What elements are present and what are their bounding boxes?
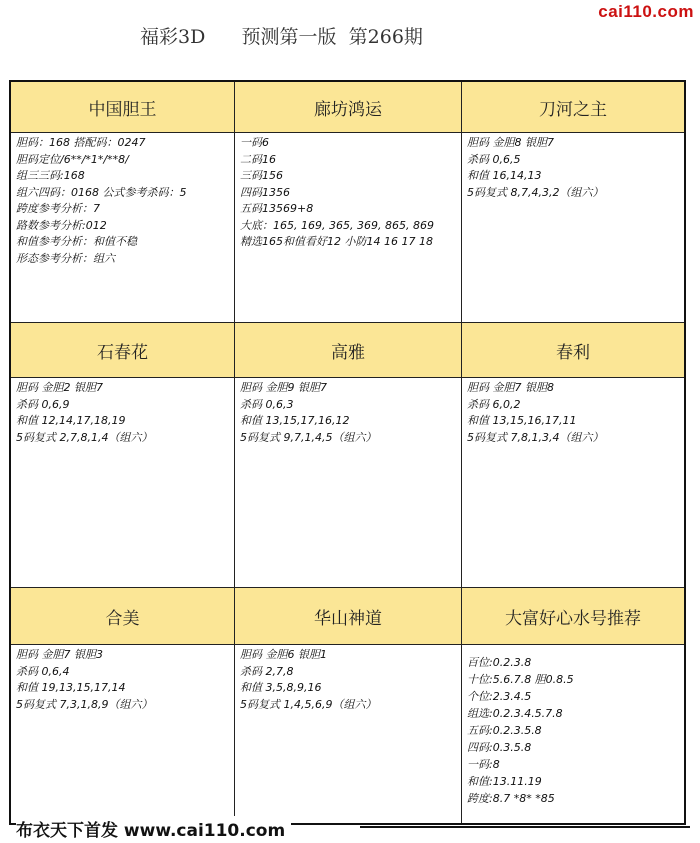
cell-title: 石春花 [11,323,234,378]
content-line: 五码13569+8 [240,202,314,215]
content-line: 和值 16,14,13 [467,169,542,182]
content-line: 5码复式 1,4,5,6,9（组六） [240,697,377,711]
cell-content [462,644,684,823]
content-line: 跨度:8.7 *8* *85 [467,792,555,805]
content-line: 百位:0.2.3.8 [467,656,532,669]
content-line: 胆码定位/6**/*1*/**8/ [16,152,129,166]
prediction-cell [462,82,684,323]
header-bar [0,0,700,62]
page-title: 福彩3D 预测第一版 第266期 [140,26,423,48]
content-line: 五码:0.2.3.5.8 [467,724,542,737]
cell-content [235,644,461,823]
content-line: 胆码 金胆8 银胆7 [467,136,554,149]
content-line: 胆码 金胆7 银胆3 [16,648,103,661]
prediction-cell [462,588,684,823]
prediction-cell [11,323,235,588]
cell-title: 大富好心水号推荐 [462,588,684,645]
cell-title: 合美 [11,588,234,645]
content-line: 杀码 0,6,9 [16,397,70,411]
cell-content [235,377,461,587]
cell-content [11,377,234,587]
cell-title: 春利 [462,323,684,378]
content-line: 组三三码:168 [16,169,85,182]
content-line: 精选165和值看好12 小防14 16 17 18 [240,235,433,248]
prediction-cell [235,588,462,823]
footer-watermark: 布衣天下首发 www.cai110.com [16,816,291,841]
content-line: 和值 13,15,16,17,11 [467,414,577,427]
content-line: 形态参考分析：组六 [16,251,115,265]
cell-title: 刀河之主 [462,82,684,133]
prediction-grid [9,80,686,825]
content-line: 杀码 0,6,3 [240,397,294,411]
content-line: 杀码 6,0,2 [467,397,521,411]
content-line: 胆码 金胆6 银胆1 [240,648,327,661]
content-line: 大底：165, 169, 365, 369, 865, 869 [240,218,434,232]
content-line: 和值参考分析：和值不稳 [16,235,137,248]
cell-title: 廊坊鸿运 [235,82,461,133]
content-line: 5码复式 9,7,1,4,5（组六） [240,430,377,444]
content-line: 和值:13.11.19 [467,775,542,788]
content-line: 胆码 金胆2 银胆7 [16,381,103,394]
cell-content [11,132,234,322]
content-line: 一码:8 [467,758,500,771]
footer-divider [360,826,690,828]
content-line: 杀码 0,6,4 [16,664,70,678]
content-line: 5码复式 8,7,4,3,2（组六） [467,185,604,199]
content-line: 二码16 [240,152,276,166]
cell-content [462,132,684,322]
content-line: 和值 3,5,8,9,16 [240,681,322,694]
content-line: 5码复式 7,3,1,8,9（组六） [16,697,153,711]
content-line: 四码:0.3.5.8 [467,741,532,754]
content-line: 胆码 金胆7 银胆8 [467,381,554,394]
cell-content [11,644,234,823]
cell-title: 高雅 [235,323,461,378]
content-line: 5码复式 7,8,1,3,4（组六） [467,430,604,444]
cell-content [462,377,684,587]
content-line: 胆码：168 搭配码：0247 [16,136,146,149]
content-line: 跨度参考分析：7 [16,202,100,215]
prediction-cell [235,323,462,588]
prediction-cell [11,588,235,823]
site-watermark: cai110.com [598,2,694,21]
cell-title: 中国胆王 [11,82,234,133]
content-line: 一码6 [240,136,269,149]
content-line: 胆码 金胆9 银胆7 [240,381,327,394]
content-line: 组六四码：0168 公式参考杀码：5 [16,185,187,199]
content-line: 十位:5.6.7.8 胆0.8.5 [467,673,574,686]
prediction-cell [235,82,462,323]
cell-content [235,132,461,322]
content-line: 和值 13,15,17,16,12 [240,414,350,427]
content-line: 杀码 0,6,5 [467,152,521,166]
content-line: 和值 19,13,15,17,14 [16,681,126,694]
content-line: 三码156 [240,169,283,182]
prediction-cell [11,82,235,323]
content-line: 和值 12,14,17,18,19 [16,414,126,427]
prediction-cell [462,323,684,588]
content-line: 组选:0.2.3.4.5.7.8 [467,707,563,720]
content-line: 个位:2.3.4.5 [467,690,532,703]
cell-title: 华山神道 [235,588,461,645]
content-line: 5码复式 2,7,8,1,4（组六） [16,430,153,444]
content-line: 四码1356 [240,185,290,199]
content-line: 杀码 2,7,8 [240,664,294,678]
content-line: 路数参考分析:012 [16,218,107,232]
